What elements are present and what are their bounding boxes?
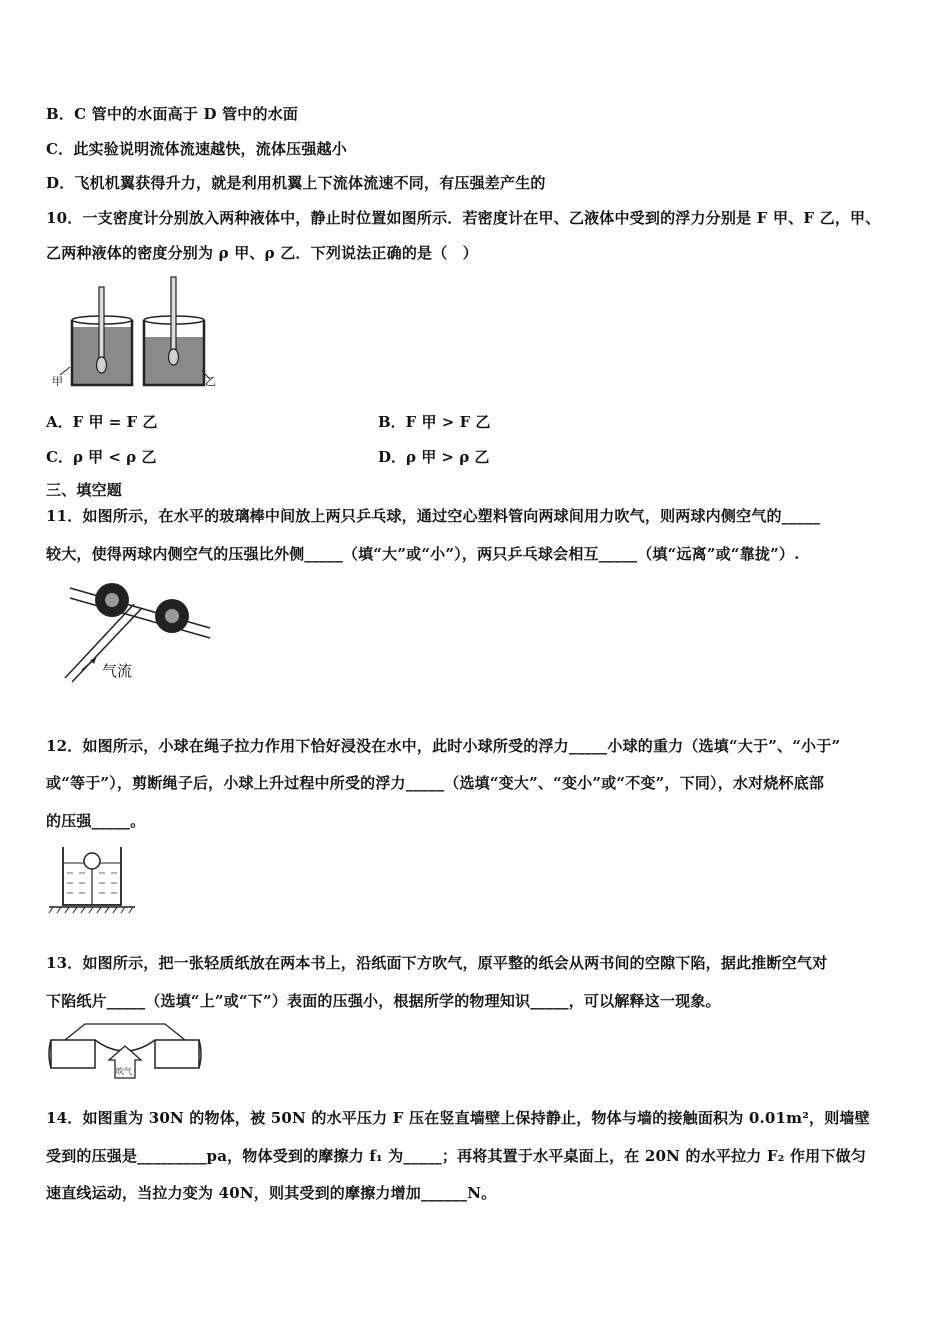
q13-stem-line1: 13．如图所示，把一张轻质纸放在两本书上，沿纸面下方吹气，原平整的纸会从两书间的空隙下陷，据此推断空气对 [46, 954, 828, 972]
q10-option-d: D．ρ 甲 > ρ 乙 [378, 448, 490, 466]
q10-stem-line1: 10．一支密度计分别放入两种液体中，静止时位置如图所示．若密度计在甲、乙液体中受到的浮力分别是 F 甲、F 乙，甲、 [46, 209, 881, 227]
q10-option-b: B．F 甲 > F 乙 [378, 413, 491, 431]
q14-stem-line1: 14．如图重为 30N 的物体，被 50N 的水平压力 F 压在竖直墙壁上保持静止，物体与墙的接触面积为 0.01m²，则墙壁 [46, 1109, 870, 1127]
label-blow: 吹气 [116, 1067, 132, 1076]
q12-stem-line1: 12．如图所示，小球在绳子拉力作用下恰好浸没在水中，此时小球所受的浮力_____小球的重力（选填“大于”、“小于” [46, 737, 841, 755]
label-jia: 甲 [52, 375, 63, 388]
q14-stem-line2: 受到的压强是_________pa，物体受到的摩擦力 f₁ 为_____；再将其置于水平桌面上，在 20N 的水平拉力 F₂ 作用下做匀 [46, 1147, 866, 1165]
beaker-yi [144, 277, 210, 385]
q10-stem-line2: 乙两种液体的密度分别为 ρ 甲、ρ 乙．下列说法正确的是（ ） [46, 244, 478, 262]
q9-option-c: C．此实验说明流体流速越快，流体压强越小 [46, 140, 347, 158]
q14-stem-line3: 速直线运动，当拉力变为 40N，则其受到的摩擦力增加______N。 [46, 1184, 497, 1202]
q9-option-d: D．飞机机翼获得升力，就是利用机翼上下流体流速不同，有压强差产生的 [46, 174, 546, 192]
q12-stem-line2: 或“等于”），剪断绳子后，小球上升过程中所受的浮力_____（选填“变大”、“变小”或“不变”，下同），水对烧杯底部 [46, 774, 825, 792]
q13-stem-line2: 下陷纸片_____（选填“上”或“下”）表面的压强小，根据所学的物理知识_____，可以解释这一现象。 [46, 992, 721, 1010]
label-airflow: 气流 [102, 662, 133, 680]
section-title-fill-blank: 三、填空题 [46, 481, 123, 499]
q11-stem-line2: 较大，使得两球内侧空气的压强比外侧_____（填“大”或“小”），两只乒乓球会相互_____（填“远离”或“靠拢”）. [46, 545, 800, 563]
hydrometer-figure [50, 275, 230, 393]
ball-in-water-figure [45, 843, 140, 915]
q10-option-c: C．ρ 甲 < ρ 乙 [46, 448, 157, 466]
q10-option-a: A．F 甲 = F 乙 [46, 413, 158, 431]
q12-stem-line3: 的压强_____。 [46, 812, 146, 830]
q9-option-b: B．C 管中的水面高于 D 管中的水面 [46, 105, 299, 123]
q11-stem-line1: 11．如图所示，在水平的玻璃棒中间放上两只乒乓球，通过空心塑料管向两球间用力吹气，则两球内侧空气的_____ [46, 507, 821, 525]
label-yi: 乙 [205, 375, 216, 388]
beaker-jia [60, 287, 132, 385]
ping-pong-figure [60, 578, 220, 683]
